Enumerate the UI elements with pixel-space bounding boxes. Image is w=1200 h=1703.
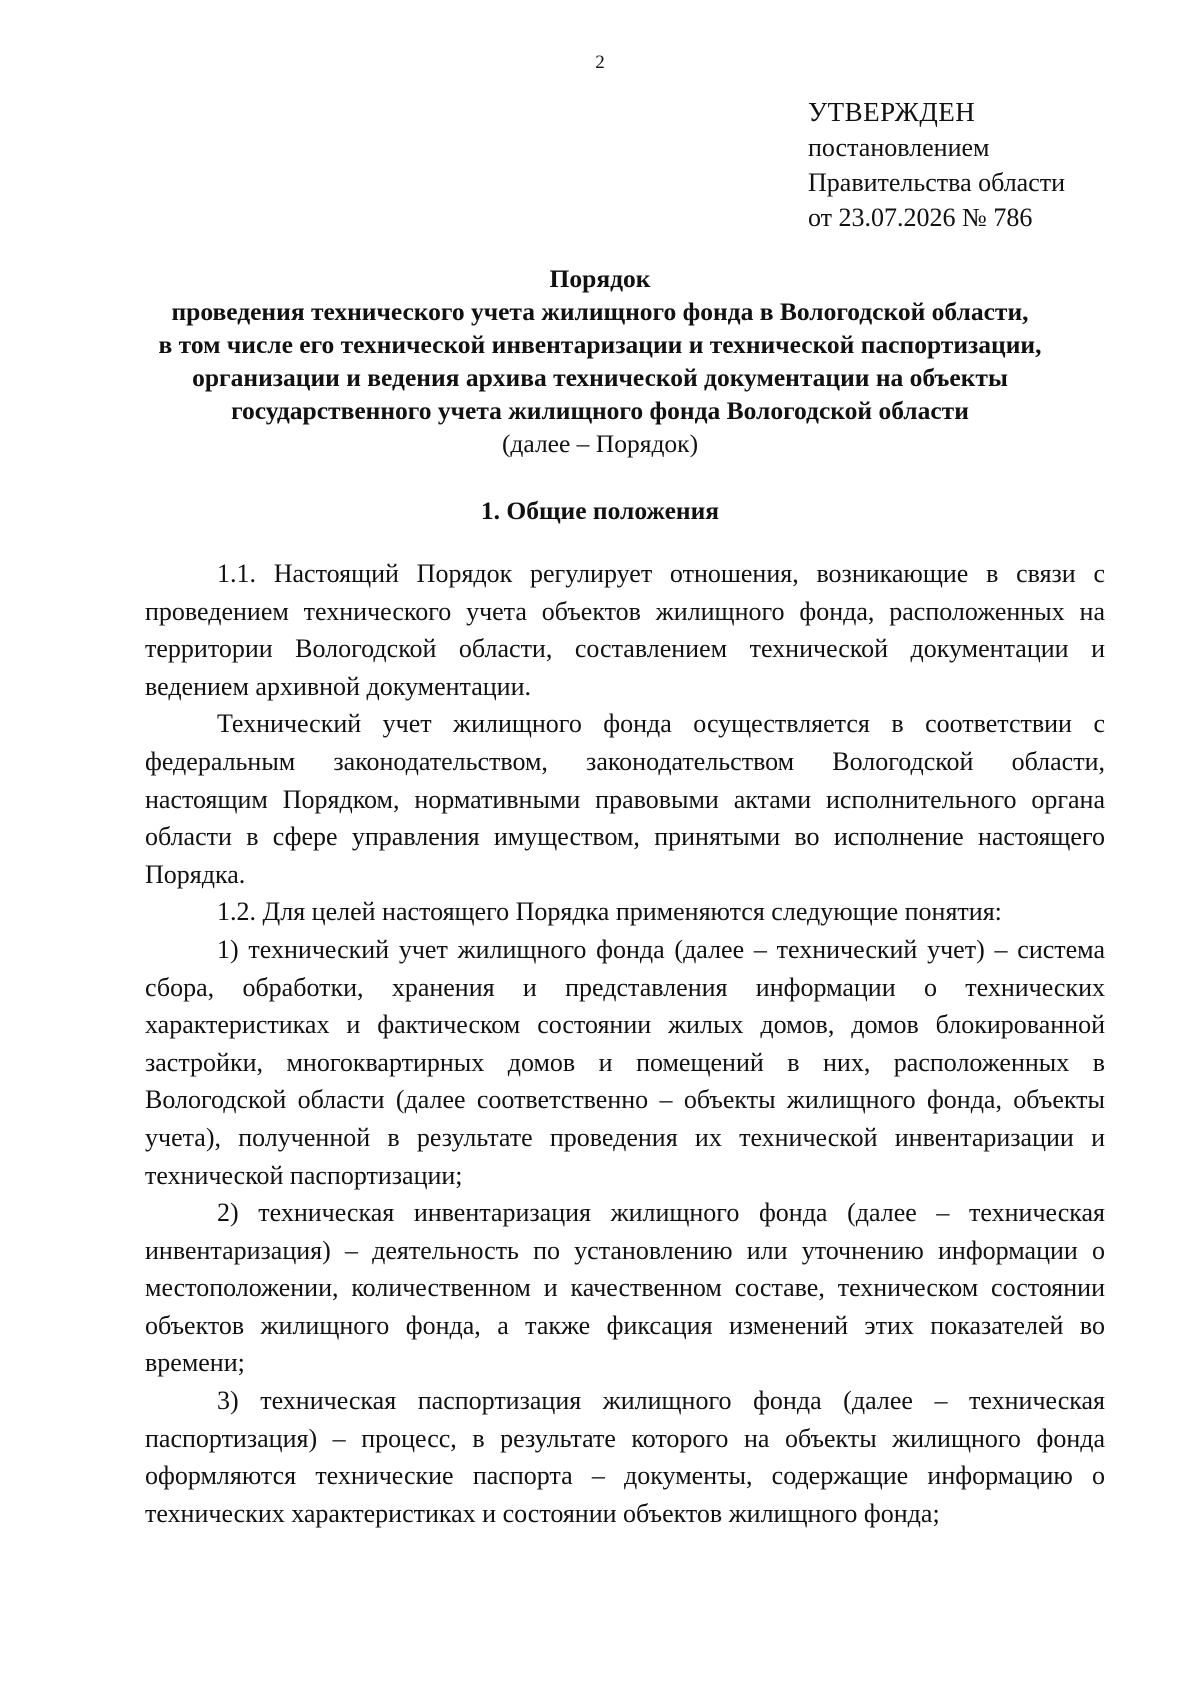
paragraph: 3) техническая паспортизация жилищного фонда (далее – техническая паспортизация) – процесс, в результате которого на объекты жилищного фонда оформляются технические паспорта – документы, содержащие информацию о технических характеристиках и состоянии объектов жилищного фонда; — [145, 1386, 1105, 1528]
paragraph: 1.1. Настоящий Порядок регулирует отношения, возникающие в связи с проведением технического учета объектов жилищного фонда, расположенных на территории Вологодской области, составлением технической документации и ведением архивной документации. — [145, 559, 1105, 701]
title-line-2: проведения технического учета жилищного фонда в Вологодской области, — [171, 297, 1029, 326]
title-line-5: государственного учета жилищного фонда Вологодской области — [231, 396, 969, 425]
paragraph: 2) техническая инвентаризация жилищного фонда (далее – техническая инвентаризация) – деятельность по установлению или уточнению информации о местоположении, количественном и качественном составе, техническом состоянии объектов жилищного фонда, а также фиксация изменений этих показателей во времени; — [145, 1198, 1105, 1378]
title-line-3: в том числе его технической инвентаризации и технической паспортизации, — [158, 330, 1042, 359]
approval-block — [808, 95, 1065, 235]
approval-line-2: Правительства области — [808, 168, 1066, 197]
approval-date-number: от 23.07.2026 № 786 — [808, 203, 1033, 232]
paragraph: Технический учет жилищного фонда осуществляется в соответствии с федеральным законодательством, законодательством Вологодской области, настоящим Порядком, нормативными правовыми актами исполнительного органа области в сфере управления имуществом, принятыми во исполнение настоящего Порядка. — [145, 709, 1105, 889]
body-text — [145, 555, 1105, 1532]
document-title — [100, 262, 1100, 460]
title-line-4: организации и ведения архива технической документации на объекты — [192, 363, 1008, 392]
page-number: 2 — [595, 52, 605, 73]
title-line-1: Порядок — [549, 264, 651, 293]
paragraph: 1.2. Для целей настоящего Порядка применяются следующие понятия: — [217, 897, 1002, 927]
section-heading: 1. Общие положения — [480, 496, 720, 525]
approval-stamp: УТВЕРЖДЕН — [808, 97, 976, 127]
paragraph: 1) технический учет жилищного фонда (далее – технический учет) – система сбора, обработки, хранения и представления информации о технических характеристиках и фактическом состоянии жилых домов, домов блокированной застройки, многоквартирных домов и помещений в них, расположенных в Вологодской области (далее соответственно – объекты жилищного фонда, объекты учета), полученной в результате проведения их технической инвентаризации и технической паспортизации; — [145, 934, 1105, 1190]
title-line-6: (далее – Порядок) — [501, 429, 699, 458]
approval-line-1: постановлением — [808, 133, 990, 162]
